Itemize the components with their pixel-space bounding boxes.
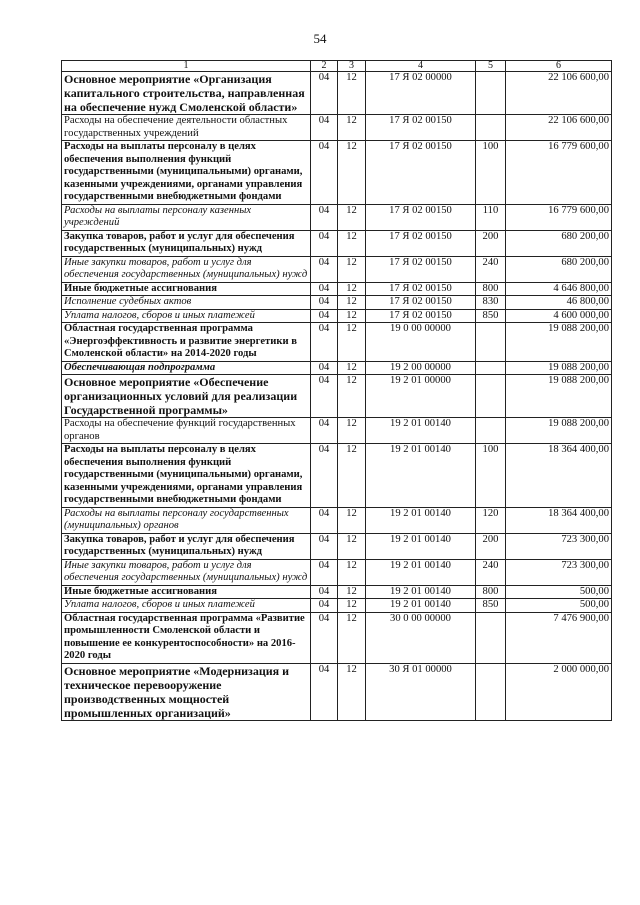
expense-type-cell: 240 (476, 256, 506, 282)
section-code-cell: 04 (311, 323, 338, 362)
target-article-cell: 19 2 01 00140 (366, 585, 476, 599)
table-row (62, 612, 612, 663)
row-name-cell: Расходы на выплаты персоналу в целях обеспечения выполнения функций государственными (муниципальными) органами, казенными учреждениями, органами управления государственными внебюджетными фондами (62, 141, 311, 205)
subsection-code-cell: 12 (338, 361, 366, 375)
row-name-cell: Уплата налогов, сборов и иных платежей (62, 599, 311, 613)
table-row (62, 418, 612, 444)
table-row (62, 361, 612, 375)
target-article-cell: 19 2 00 00000 (366, 361, 476, 375)
subsection-code-cell: 12 (338, 72, 366, 115)
amount-cell: 500,00 (506, 585, 612, 599)
column-header: 1 (62, 61, 311, 72)
section-code-cell: 04 (311, 141, 338, 205)
table-row (62, 282, 612, 296)
target-article-cell: 19 0 00 00000 (366, 323, 476, 362)
section-code-cell: 04 (311, 72, 338, 115)
row-name-cell: Расходы на обеспечение функций государственных органов (62, 418, 311, 444)
target-article-cell: 17 Я 02 00000 (366, 72, 476, 115)
row-name-cell: Расходы на обеспечение деятельности областных государственных учреждений (62, 115, 311, 141)
table-row (62, 256, 612, 282)
row-name-cell: Основное мероприятие «Организация капитального строительства, направленная на обеспечение нужд Смоленской области» (62, 72, 311, 115)
expense-type-cell (476, 612, 506, 663)
amount-cell: 19 088 200,00 (506, 323, 612, 362)
table-row (62, 141, 612, 205)
subsection-code-cell: 12 (338, 559, 366, 585)
section-code-cell: 04 (311, 309, 338, 323)
amount-cell: 19 088 200,00 (506, 361, 612, 375)
amount-cell: 16 779 600,00 (506, 204, 612, 230)
column-header: 4 (366, 61, 476, 72)
row-name-cell: Иные бюджетные ассигнования (62, 282, 311, 296)
subsection-code-cell: 12 (338, 309, 366, 323)
subsection-code-cell: 12 (338, 256, 366, 282)
table-row (62, 585, 612, 599)
table-row (62, 115, 612, 141)
table-row (62, 559, 612, 585)
row-name-cell: Расходы на выплаты персоналу в целях обеспечения выполнения функций государственными (муниципальными) органами, казенными учреждениями, органами управления государственными внебюджетными фондами (62, 444, 311, 508)
amount-cell: 18 364 400,00 (506, 507, 612, 533)
target-article-cell: 17 Я 02 00150 (366, 309, 476, 323)
table-row (62, 72, 612, 115)
subsection-code-cell: 12 (338, 115, 366, 141)
amount-cell: 22 106 600,00 (506, 72, 612, 115)
subsection-code-cell: 12 (338, 612, 366, 663)
expense-type-cell (476, 418, 506, 444)
row-name-cell: Расходы на выплаты персоналу государственных (муниципальных) органов (62, 507, 311, 533)
expense-type-cell: 850 (476, 309, 506, 323)
table-row (62, 204, 612, 230)
section-code-cell: 04 (311, 533, 338, 559)
expense-type-cell: 100 (476, 444, 506, 508)
expense-type-cell: 240 (476, 559, 506, 585)
table-row (62, 663, 612, 720)
section-code-cell: 04 (311, 115, 338, 141)
amount-cell: 7 476 900,00 (506, 612, 612, 663)
expense-type-cell: 200 (476, 230, 506, 256)
table-row (62, 444, 612, 508)
target-article-cell: 17 Я 02 00150 (366, 230, 476, 256)
target-article-cell: 19 2 01 00140 (366, 507, 476, 533)
subsection-code-cell: 12 (338, 204, 366, 230)
column-header: 2 (311, 61, 338, 72)
row-name-cell: Исполнение судебных актов (62, 296, 311, 310)
amount-cell: 500,00 (506, 599, 612, 613)
row-name-cell: Закупка товаров, работ и услуг для обеспечения государственных (муниципальных) нужд (62, 230, 311, 256)
expense-type-cell: 200 (476, 533, 506, 559)
target-article-cell: 19 2 01 00140 (366, 533, 476, 559)
column-header: 3 (338, 61, 366, 72)
amount-cell: 22 106 600,00 (506, 115, 612, 141)
target-article-cell: 17 Я 02 00150 (366, 115, 476, 141)
section-code-cell: 04 (311, 663, 338, 720)
target-article-cell: 17 Я 02 00150 (366, 282, 476, 296)
subsection-code-cell: 12 (338, 141, 366, 205)
row-name-cell: Основное мероприятие «Модернизация и техническое перевооружение производственных мощностей промышленных организаций» (62, 663, 311, 720)
subsection-code-cell: 12 (338, 663, 366, 720)
table-row (62, 230, 612, 256)
amount-cell: 723 300,00 (506, 533, 612, 559)
expense-type-cell: 830 (476, 296, 506, 310)
amount-cell: 46 800,00 (506, 296, 612, 310)
row-name-cell: Иные закупки товаров, работ и услуг для обеспечения государственных (муниципальных) нужд (62, 559, 311, 585)
expense-type-cell (476, 361, 506, 375)
target-article-cell: 19 2 01 00140 (366, 444, 476, 508)
expense-type-cell: 110 (476, 204, 506, 230)
table-body (62, 72, 612, 721)
section-code-cell: 04 (311, 507, 338, 533)
subsection-code-cell: 12 (338, 375, 366, 418)
column-number-row (62, 61, 612, 72)
target-article-cell: 19 2 01 00140 (366, 418, 476, 444)
section-code-cell: 04 (311, 361, 338, 375)
page-number: 54 (313, 31, 327, 46)
expense-type-cell (476, 323, 506, 362)
target-article-cell: 17 Я 02 00150 (366, 296, 476, 310)
expense-type-cell: 100 (476, 141, 506, 205)
section-code-cell: 04 (311, 444, 338, 508)
subsection-code-cell: 12 (338, 296, 366, 310)
table-row (62, 323, 612, 362)
expense-type-cell: 850 (476, 599, 506, 613)
subsection-code-cell: 12 (338, 533, 366, 559)
budget-table (61, 60, 612, 721)
target-article-cell: 30 0 00 00000 (366, 612, 476, 663)
subsection-code-cell: 12 (338, 507, 366, 533)
target-article-cell: 17 Я 02 00150 (366, 204, 476, 230)
amount-cell: 19 088 200,00 (506, 418, 612, 444)
expense-type-cell (476, 115, 506, 141)
table-row (62, 375, 612, 418)
amount-cell: 723 300,00 (506, 559, 612, 585)
row-name-cell: Иные бюджетные ассигнования (62, 585, 311, 599)
expense-type-cell (476, 663, 506, 720)
expense-type-cell (476, 72, 506, 115)
target-article-cell: 19 2 01 00140 (366, 559, 476, 585)
amount-cell: 680 200,00 (506, 256, 612, 282)
section-code-cell: 04 (311, 204, 338, 230)
target-article-cell: 19 2 01 00140 (366, 599, 476, 613)
subsection-code-cell: 12 (338, 230, 366, 256)
row-name-cell: Закупка товаров, работ и услуг для обеспечения государственных (муниципальных) нужд (62, 533, 311, 559)
amount-cell: 4 646 800,00 (506, 282, 612, 296)
section-code-cell: 04 (311, 256, 338, 282)
amount-cell: 19 088 200,00 (506, 375, 612, 418)
section-code-cell: 04 (311, 296, 338, 310)
section-code-cell: 04 (311, 559, 338, 585)
row-name-cell: Иные закупки товаров, работ и услуг для обеспечения государственных (муниципальных) нужд (62, 256, 311, 282)
section-code-cell: 04 (311, 599, 338, 613)
expense-type-cell: 120 (476, 507, 506, 533)
expense-type-cell: 800 (476, 282, 506, 296)
column-header: 5 (476, 61, 506, 72)
section-code-cell: 04 (311, 612, 338, 663)
subsection-code-cell: 12 (338, 444, 366, 508)
section-code-cell: 04 (311, 282, 338, 296)
amount-cell: 680 200,00 (506, 230, 612, 256)
section-code-cell: 04 (311, 375, 338, 418)
subsection-code-cell: 12 (338, 585, 366, 599)
amount-cell: 16 779 600,00 (506, 141, 612, 205)
row-name-cell: Расходы на выплаты персоналу казенных учреждений (62, 204, 311, 230)
target-article-cell: 30 Я 01 00000 (366, 663, 476, 720)
target-article-cell: 17 Я 02 00150 (366, 256, 476, 282)
row-name-cell: Областная государственная программа «Развитие промышленности Смоленской области и повышение ее конкурентоспособности» на 2016-2020 годы (62, 612, 311, 663)
amount-cell: 2 000 000,00 (506, 663, 612, 720)
subsection-code-cell: 12 (338, 418, 366, 444)
row-name-cell: Уплата налогов, сборов и иных платежей (62, 309, 311, 323)
section-code-cell: 04 (311, 418, 338, 444)
table-row (62, 309, 612, 323)
subsection-code-cell: 12 (338, 323, 366, 362)
row-name-cell: Обеспечивающая подпрограмма (62, 361, 311, 375)
subsection-code-cell: 12 (338, 599, 366, 613)
subsection-code-cell: 12 (338, 282, 366, 296)
table-row (62, 296, 612, 310)
target-article-cell: 19 2 01 00000 (366, 375, 476, 418)
row-name-cell: Основное мероприятие «Обеспечение организационных условий для реализации Государственной программы» (62, 375, 311, 418)
table-row (62, 533, 612, 559)
column-header: 6 (506, 61, 612, 72)
expense-type-cell: 800 (476, 585, 506, 599)
table-row (62, 599, 612, 613)
table-row (62, 507, 612, 533)
amount-cell: 4 600 000,00 (506, 309, 612, 323)
section-code-cell: 04 (311, 585, 338, 599)
amount-cell: 18 364 400,00 (506, 444, 612, 508)
target-article-cell: 17 Я 02 00150 (366, 141, 476, 205)
section-code-cell: 04 (311, 230, 338, 256)
expense-type-cell (476, 375, 506, 418)
row-name-cell: Областная государственная программа «Энергоэффективность и развитие энергетики в Смоленской области» на 2014-2020 годы (62, 323, 311, 362)
